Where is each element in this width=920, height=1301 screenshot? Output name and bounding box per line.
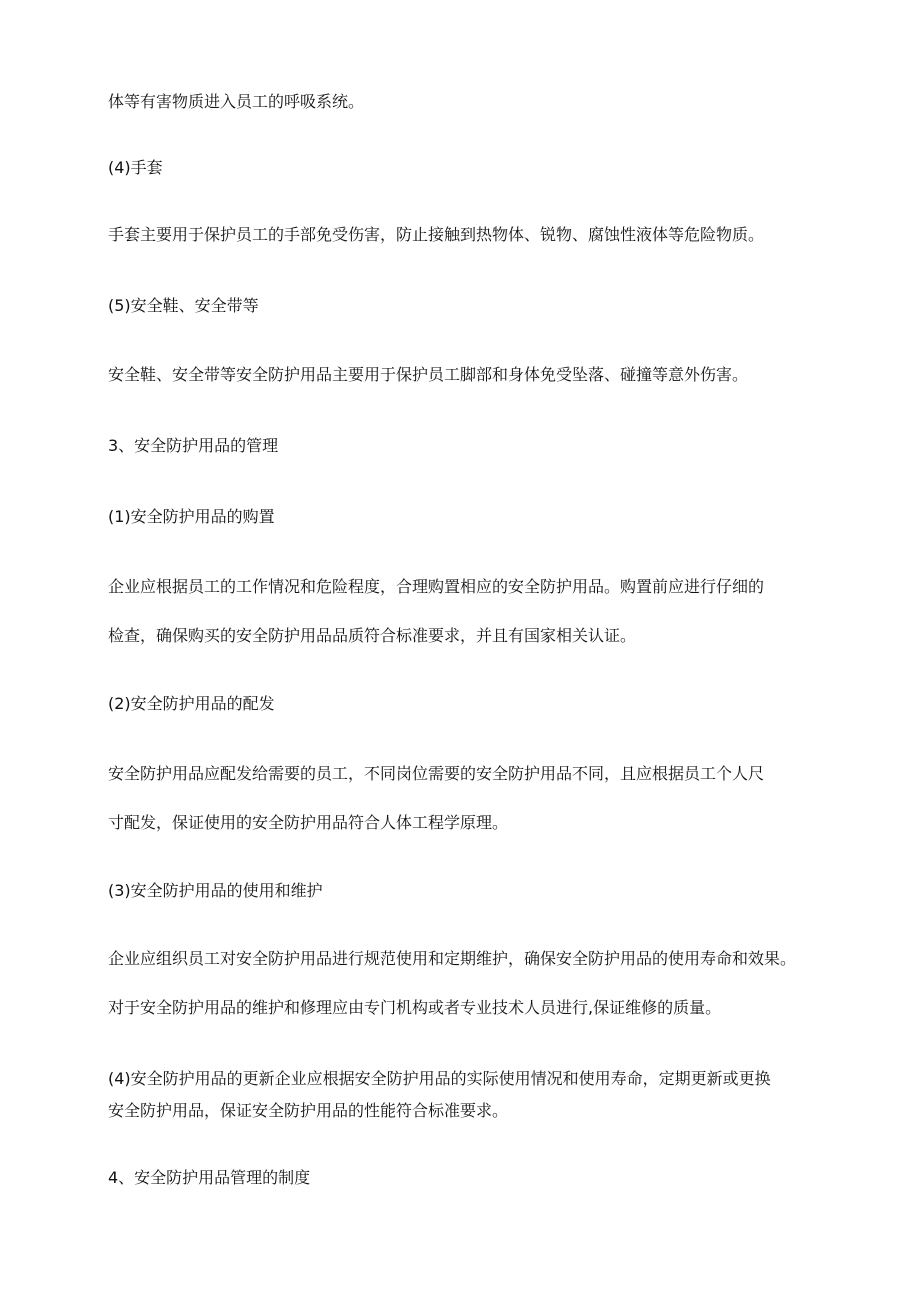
- paragraph-purchase-line-2: 检查，确保购买的安全防护用品品质符合标准要求，并且有国家相关认证。: [108, 626, 637, 645]
- heading-safety-shoes-belts: (5)安全鞋、安全带等: [108, 296, 259, 315]
- section-heading-system: 4、安全防护用品管理的制度: [108, 1168, 311, 1187]
- section-heading-management: 3、安全防护用品的管理: [108, 436, 279, 455]
- paragraph-gloves: 手套主要用于保护员工的手部免受伤害，防止接触到热物体、锐物、腐蚀性液体等危险物质。: [108, 225, 765, 244]
- paragraph-safety-shoes-belts: 安全鞋、安全带等安全防护用品主要用于保护员工脚部和身体免受坠落、碰撞等意外伤害。: [108, 365, 749, 384]
- paragraph-distribution-line-2: 寸配发，保证使用的安全防护用品符合人体工程学原理。: [108, 813, 509, 832]
- paragraph-distribution-line-1: 安全防护用品应配发给需要的员工，不同岗位需要的安全防护用品不同，且应根据员工个人尺: [108, 764, 765, 783]
- heading-distribution: (2)安全防护用品的配发: [108, 694, 275, 713]
- heading-use-maintenance: (3)安全防护用品的使用和维护: [108, 881, 323, 900]
- paragraph-update-line-1: (4)安全防护用品的更新企业应根据安全防护用品的实际使用情况和使用寿命，定期更新或更换: [108, 1069, 771, 1088]
- heading-gloves: (4)手套: [108, 158, 163, 177]
- paragraph-use-maintenance-line-2: 对于安全防护用品的维护和修理应由专门机构或者专业技术人员进行,保证维修的质量。: [108, 998, 722, 1017]
- paragraph-use-maintenance-line-1: 企业应组织员工对安全防护用品进行规范使用和定期维护，确保安全防护用品的使用寿命和效果。: [108, 949, 797, 968]
- paragraph-purchase-line-1: 企业应根据员工的工作情况和危险程度，合理购置相应的安全防护用品。购置前应进行仔细的: [108, 577, 765, 596]
- heading-purchase: (1)安全防护用品的购置: [108, 507, 275, 526]
- paragraph-respiratory-end: 体等有害物质进入员工的呼吸系统。: [108, 92, 365, 111]
- paragraph-update-line-2: 安全防护用品，保证安全防护用品的性能符合标准要求。: [108, 1101, 509, 1120]
